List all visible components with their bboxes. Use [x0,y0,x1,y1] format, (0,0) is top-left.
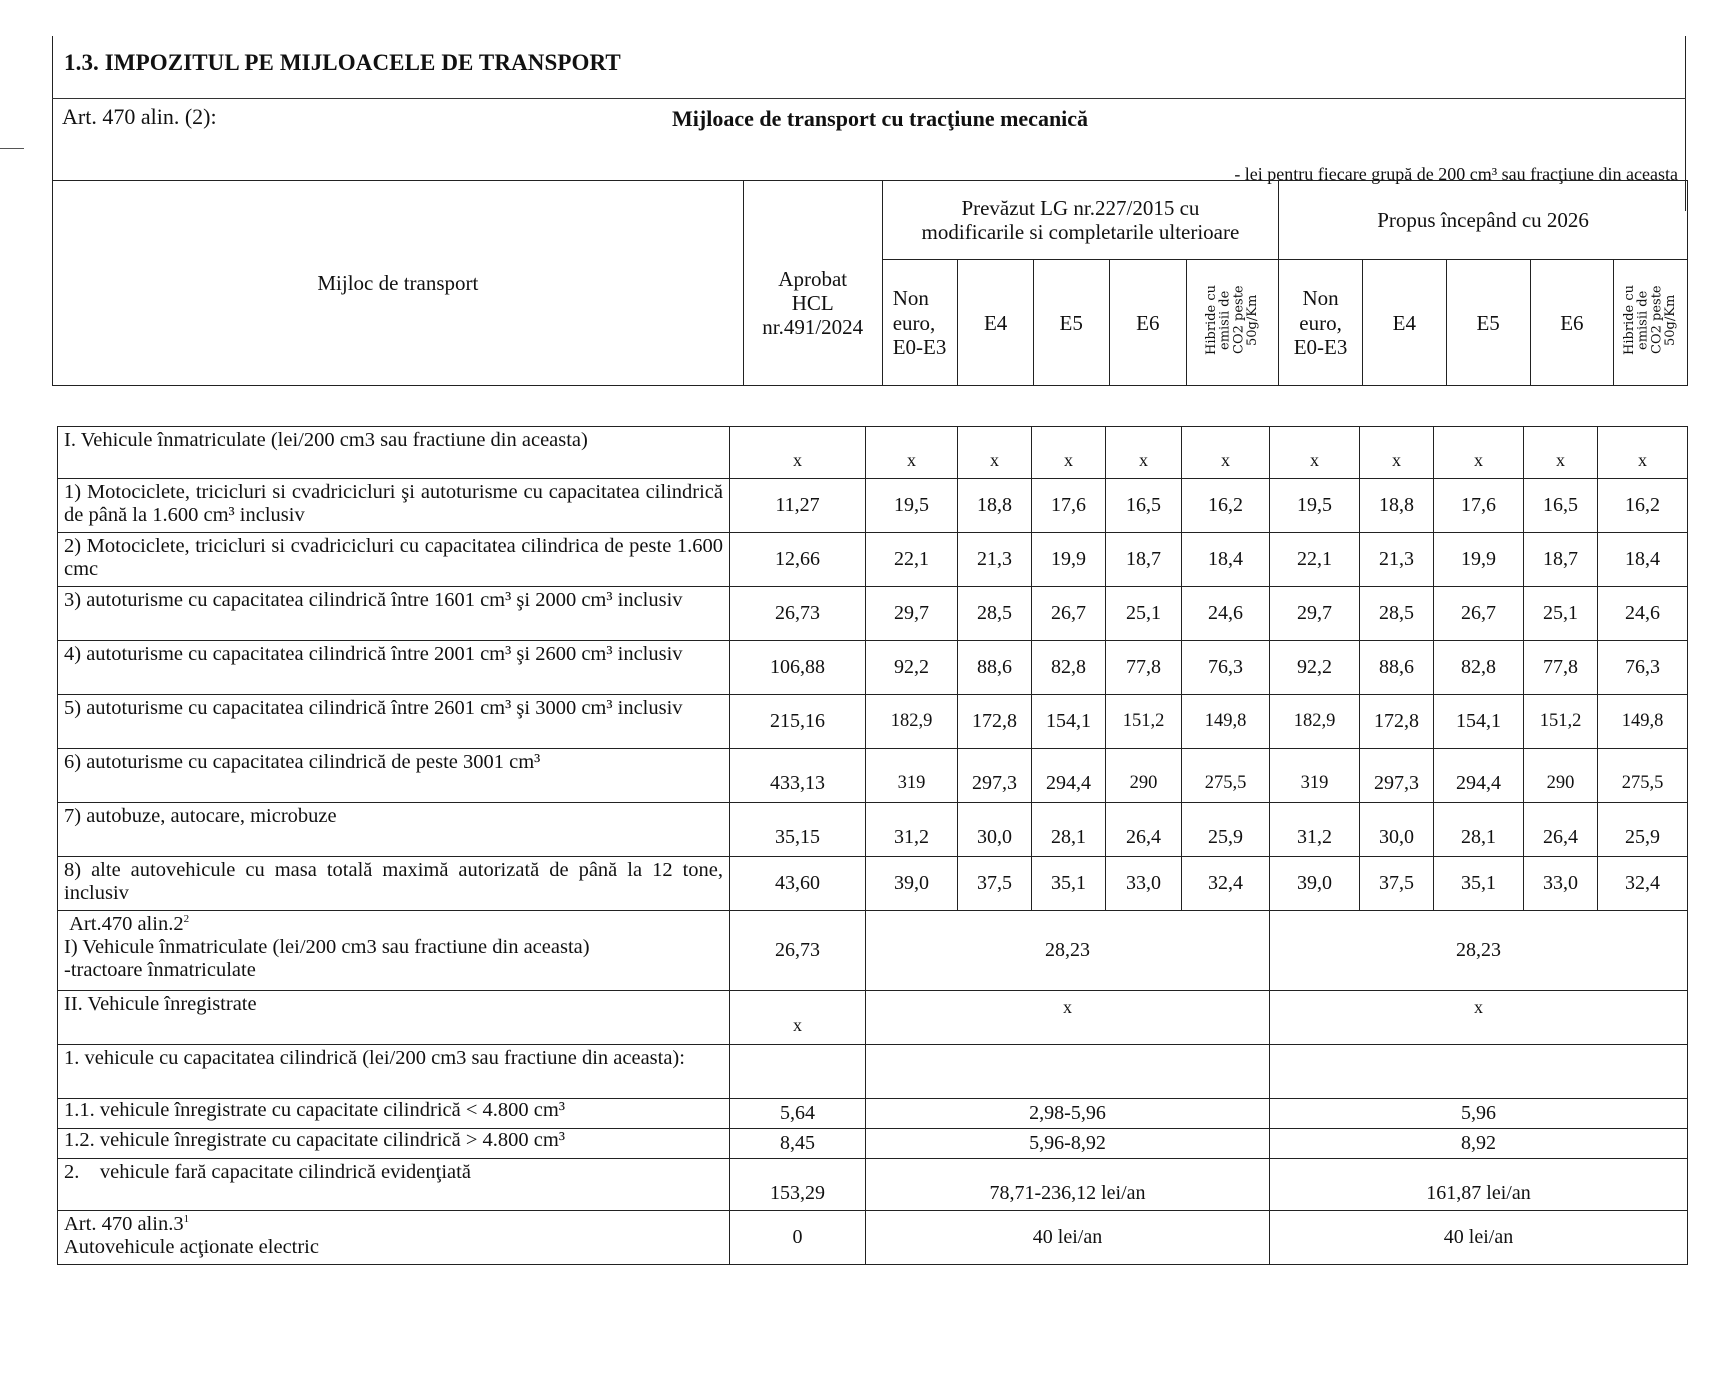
cell-proposed: 294,4 [1434,749,1524,803]
cell-lg: 18,7 [1106,533,1182,587]
header-proposed-non-euro [1279,260,1363,386]
cell-lg: 16,5 [1106,479,1182,533]
cell-proposed: 19,5 [1270,479,1360,533]
header-line: E0-E3 [1293,334,1348,359]
cell-lg: 37,5 [958,857,1032,911]
cell-approved: 433,13 [730,749,866,803]
cell-proposed: 172,8 [1360,695,1434,749]
cell-approved: 12,66 [730,533,866,587]
cell-lg: 149,8 [1182,695,1270,749]
cell-approved: 0 [730,1211,866,1265]
header-line: 50g/Km [1245,294,1261,346]
cell-proposed: 37,5 [1360,857,1434,911]
cell-lg: 18,4 [1182,533,1270,587]
cell-proposed: 16,5 [1524,479,1598,533]
cell-lg: x [866,991,1270,1045]
header-line: euro, [1299,310,1342,335]
cell-lg: 24,6 [1182,587,1270,641]
table-row-registered-sub [58,1129,1688,1159]
row-label: 1.2. vehicule înregistrate cu capacitate cilindrică > 4.800 cm³ [58,1129,730,1159]
table-row-registered-sub [58,1159,1688,1211]
header-description [53,181,744,386]
row-label: 2. vehicule fară capacitate cilindrică evidenţiată [58,1159,730,1211]
row-label [58,911,730,991]
cell-lg: 28,1 [1032,803,1106,857]
tax-rates-table [57,426,1688,1265]
cell-proposed: 18,7 [1524,533,1598,587]
cell-proposed: 297,3 [1360,749,1434,803]
cell-proposed: 19,9 [1434,533,1524,587]
table-row [58,695,1688,749]
row-label: 1) Motociclete, tricicluri si cvadricicluri şi autoturisme cu capacitatea cilindrică de până la 1.600 cm³ inclusiv [58,479,730,533]
cell-proposed: 151,2 [1524,695,1598,749]
cell-proposed: 39,0 [1270,857,1360,911]
header-line: euro, [892,310,936,335]
cell-approved: 26,73 [730,587,866,641]
cell-lg: 182,9 [866,695,958,749]
cell-approved: 215,16 [730,695,866,749]
cell-lg: 92,2 [866,641,958,695]
cell-lg: 26,4 [1106,803,1182,857]
unit-note: - lei pentru fiecare grupă de 200 cm³ sau fracţiune din aceasta [1234,164,1678,184]
cell-lg: 154,1 [1032,695,1106,749]
cell-lg: 76,3 [1182,641,1270,695]
margin-mark [0,148,24,149]
cell-proposed [1270,1045,1688,1099]
cell-lg: 294,4 [1032,749,1106,803]
cell-lg: 21,3 [958,533,1032,587]
row-label [58,1211,730,1265]
header-line: emisii de [1636,290,1651,350]
cell-approved: 5,64 [730,1099,866,1129]
article-reference: Art. 470 alin. (2): [62,104,217,129]
cell-proposed: x [1270,427,1360,479]
cell-proposed: 154,1 [1434,695,1524,749]
cell-approved: 8,45 [730,1129,866,1159]
row-label-line: -tractoare înmatriculate [64,958,256,981]
header-proposed-e5: E5 [1446,260,1530,386]
cell-proposed: 88,6 [1360,641,1434,695]
cell-proposed: 149,8 [1598,695,1688,749]
header-line: CO2 peste [1649,285,1665,355]
row-label-line: Autovehicule acţionate electric [64,1235,319,1258]
cell-proposed: 18,8 [1360,479,1434,533]
table-row [58,749,1688,803]
cell-approved: 153,29 [730,1159,866,1211]
cell-lg: 297,3 [958,749,1032,803]
header-line: Hibride cu [1622,285,1638,355]
cell-lg: x [1106,427,1182,479]
row-label: 5) autoturisme cu capacitatea cilindrică între 2601 cm³ şi 3000 cm³ inclusiv [58,695,730,749]
table-row-tractors [58,911,1688,991]
row-label: 7) autobuze, autocare, microbuze [58,803,730,857]
header-line: Hibride cu [1204,285,1220,355]
cell-lg: 16,2 [1182,479,1270,533]
row-label: 8) alte autovehicule cu masa totală maximă autorizată de până la 12 tone, inclusiv [58,857,730,911]
cell-lg: x [1182,427,1270,479]
cell-proposed: 161,87 lei/an [1270,1159,1688,1211]
cell-lg: 26,7 [1032,587,1106,641]
cell-lg [866,1045,1270,1099]
cell-approved: 43,60 [730,857,866,911]
table-row [58,641,1688,695]
row-label-line: I) Vehicule înmatriculate (lei/200 cm3 sau fractiune din aceasta) [64,935,590,958]
cell-lg: x [866,427,958,479]
row-label: 4) autoturisme cu capacitatea cilindrică între 2001 cm³ şi 2600 cm³ inclusiv [58,641,730,695]
table-row-electric [58,1211,1688,1265]
cell-lg: 29,7 [866,587,958,641]
cell-proposed: 21,3 [1360,533,1434,587]
cell-lg: 151,2 [1106,695,1182,749]
cell-lg: 5,96-8,92 [866,1129,1270,1159]
cell-proposed: x [1360,427,1434,479]
table-row [58,427,1688,479]
cell-lg: 39,0 [866,857,958,911]
row-label: 2) Motociclete, tricicluri si cvadricicluri cu capacitatea cilindrica de peste 1.600 cmc [58,533,730,587]
header-approved-line: nr.491/2024 [762,315,864,340]
header-lg-e6: E6 [1109,260,1187,386]
header-hybrid-rotated [1623,285,1678,355]
header-group-lg-line: modificarile si completarile ulterioare [921,220,1240,245]
cell-proposed: 40 lei/an [1270,1211,1688,1265]
cell-lg: 28,5 [958,587,1032,641]
cell-proposed: 275,5 [1598,749,1688,803]
cell-proposed: x [1434,427,1524,479]
cell-lg: 17,6 [1032,479,1106,533]
header-approved-line: Aprobat [778,266,848,291]
header-group-lg [882,181,1278,260]
table-row-registered-sub [58,1045,1688,1099]
cell-proposed: 30,0 [1360,803,1434,857]
table-row [58,533,1688,587]
row-label: 1.1. vehicule înregistrate cu capacitate cilindrică < 4.800 cm³ [58,1099,730,1129]
cell-proposed: 29,7 [1270,587,1360,641]
header-lg-e4: E4 [958,260,1034,386]
cell-lg: 40 lei/an [866,1211,1270,1265]
cell-lg: 82,8 [1032,641,1106,695]
cell-approved: 26,73 [730,911,866,991]
cell-lg: 172,8 [958,695,1032,749]
table-subtitle: Mijloace de transport cu tracţiune mecanică [672,106,1089,131]
header-lg-hybrid [1187,260,1279,386]
superscript: 2 [183,913,190,926]
table-row [58,479,1688,533]
cell-proposed: 28,5 [1360,587,1434,641]
header-proposed-e4: E4 [1362,260,1446,386]
cell-proposed: 24,6 [1598,587,1688,641]
cell-proposed: x [1524,427,1598,479]
cell-lg: 30,0 [958,803,1032,857]
cell-proposed: 18,4 [1598,533,1688,587]
cell-lg: 78,71-236,12 lei/an [866,1159,1270,1211]
superscript: 1 [183,1213,190,1226]
row-label: 3) autoturisme cu capacitatea cilindrică între 1601 cm³ şi 2000 cm³ inclusiv [58,587,730,641]
cell-approved: 11,27 [730,479,866,533]
divider [52,98,1686,99]
cell-proposed: 25,9 [1598,803,1688,857]
cell-lg: 19,9 [1032,533,1106,587]
cell-proposed: 182,9 [1270,695,1360,749]
cell-proposed: 92,2 [1270,641,1360,695]
cell-lg: 25,9 [1182,803,1270,857]
cell-proposed: 26,7 [1434,587,1524,641]
cell-approved: 35,15 [730,803,866,857]
cell-proposed: 26,4 [1524,803,1598,857]
header-group-proposed [1279,181,1688,260]
table-row [58,803,1688,857]
cell-lg: 31,2 [866,803,958,857]
row-label: 1. vehicule cu capacitatea cilindrică (lei/200 cm3 sau fractiune din aceasta): [58,1045,730,1099]
cell-lg: 35,1 [1032,857,1106,911]
cell-lg: 32,4 [1182,857,1270,911]
header-line: E0-E3 [892,334,947,359]
table-row-registered [58,991,1688,1045]
cell-approved: x [730,991,866,1045]
cell-lg: 319 [866,749,958,803]
cell-proposed: 77,8 [1524,641,1598,695]
column-header-table [52,180,1688,386]
row-label: 6) autoturisme cu capacitatea cilindrică de peste 3001 cm³ [58,749,730,803]
cell-proposed: x [1598,427,1688,479]
row-label: I. Vehicule înmatriculate (lei/200 cm3 sau fractiune din aceasta) [58,427,730,479]
cell-proposed: 76,3 [1598,641,1688,695]
cell-approved [730,1045,866,1099]
header-line: Non [892,286,929,311]
cell-approved: x [730,427,866,479]
header-group-lg-line: Prevăzut LG nr.227/2015 cu [961,195,1200,220]
header-line: Non [1302,286,1339,311]
header-line: CO2 peste [1231,285,1247,355]
cell-lg: 2,98-5,96 [866,1099,1270,1129]
cell-lg: 22,1 [866,533,958,587]
cell-proposed: 31,2 [1270,803,1360,857]
cell-proposed: 32,4 [1598,857,1688,911]
table-row [58,587,1688,641]
cell-proposed: 8,92 [1270,1129,1688,1159]
cell-lg: x [1032,427,1106,479]
cell-proposed: 17,6 [1434,479,1524,533]
cell-proposed: 5,96 [1270,1099,1688,1129]
cell-approved: 106,88 [730,641,866,695]
cell-proposed: 25,1 [1524,587,1598,641]
cell-proposed: 82,8 [1434,641,1524,695]
header-line: 50g/Km [1663,294,1679,346]
header-hybrid-rotated [1205,285,1260,355]
table-row [58,857,1688,911]
header-description-label: Mijloc de transport [317,270,479,295]
cell-proposed: 22,1 [1270,533,1360,587]
header-approved [743,181,882,386]
header-approved-line: HCL [791,290,834,315]
cell-proposed: x [1270,991,1688,1045]
cell-lg: 25,1 [1106,587,1182,641]
header-proposed-e6: E6 [1530,260,1614,386]
cell-lg: 77,8 [1106,641,1182,695]
cell-lg: 88,6 [958,641,1032,695]
header-lg-non-euro [882,260,958,386]
section-title: 1.3. IMPOZITUL PE MIJLOACELE DE TRANSPORT [64,50,621,75]
article-ref: Art. 470 alin.3 [64,1213,184,1235]
cell-lg: 275,5 [1182,749,1270,803]
article-ref: Art.470 alin.2 [69,913,184,935]
cell-proposed: 33,0 [1524,857,1598,911]
cell-proposed: 28,1 [1434,803,1524,857]
cell-proposed: 35,1 [1434,857,1524,911]
table-row-registered-sub [58,1099,1688,1129]
row-label: II. Vehicule înregistrate [58,991,730,1045]
header-proposed-hybrid [1614,260,1688,386]
cell-lg: 33,0 [1106,857,1182,911]
cell-proposed: 28,23 [1270,911,1688,991]
header-line: emisii de [1218,290,1234,350]
cell-lg: 28,23 [866,911,1270,991]
cell-proposed: 290 [1524,749,1598,803]
header-lg-e5: E5 [1033,260,1109,386]
cell-lg: 19,5 [866,479,958,533]
cell-lg: 290 [1106,749,1182,803]
cell-lg: x [958,427,1032,479]
cell-proposed: 319 [1270,749,1360,803]
header-group-proposed-label: Propus începând cu 2026 [1377,208,1589,232]
cell-proposed: 16,2 [1598,479,1688,533]
rates-body [58,427,1688,911]
cell-lg: 18,8 [958,479,1032,533]
